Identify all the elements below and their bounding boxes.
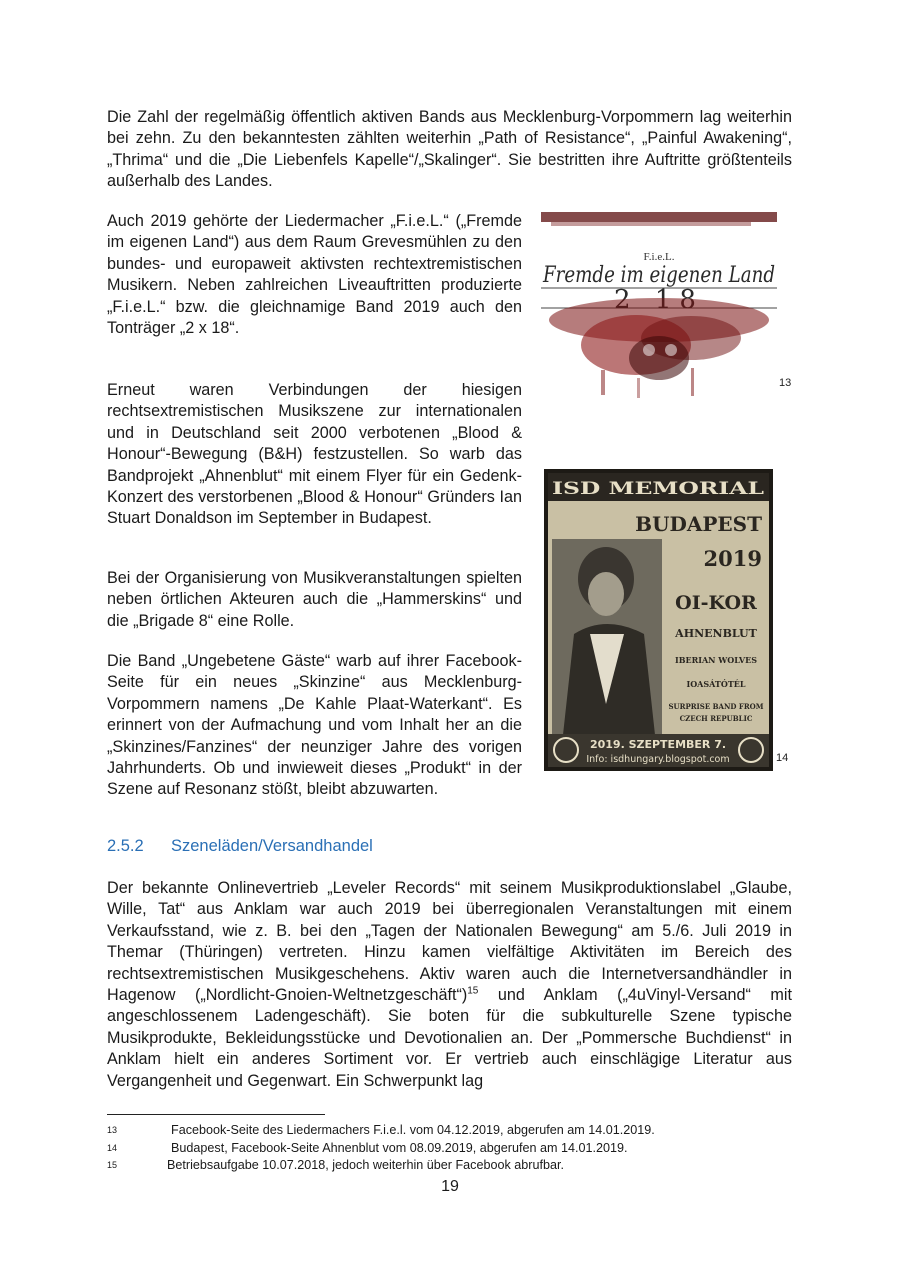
isd-line-1: OI-KOR xyxy=(675,592,757,614)
footnote-14-mark: 14 xyxy=(107,1143,118,1153)
isd-year-text: 2019 xyxy=(703,546,762,571)
footnote-13 xyxy=(107,1122,655,1138)
isd-line-2: AHNENBLUT xyxy=(675,627,757,640)
fiel-title-text: Fremde im eigenen Land xyxy=(542,263,775,288)
isd-flyer-art xyxy=(544,469,773,771)
fiel-album-art xyxy=(541,210,777,400)
isd-line-3: IBERIAN WOLVES xyxy=(674,655,758,665)
paragraph-versandhandel-part1: Der bekannte Onlinevertrieb „Leveler Records“ mit seinem Musikproduktionslabel „Glaube, Wille, Tat“ aus Anklam war auch 2019 bei überregionalen Veranstaltungen mit einem Verkaufsstand, wie z. B. bei den „Tagen der Nationalen Bewegung“ am 5./6. Juli 2019 in Themar (Thüringen) vertreten. Hinzu kamen vielfältige Aktivitäten im Bereich des rechtsextremistischen Musikgeschehens. Aktiv waren auch die Internetversandhändler in Hagenow („Nordlicht-Gnoien-Weltnetzgeschäft“) xyxy=(107,879,792,1005)
figure-14-caption: 14 xyxy=(776,752,789,764)
isd-line-6: CZECH REPUBLIC xyxy=(679,714,753,723)
isd-info-text: Info: isdhungary.blogspot.com xyxy=(586,754,730,765)
isd-memorial-flyer xyxy=(544,469,773,771)
fiel-album-image xyxy=(541,210,777,400)
isd-title2-text: BUDAPEST xyxy=(635,512,762,536)
footnote-separator xyxy=(107,1114,325,1115)
footnote-14 xyxy=(107,1140,628,1156)
isd-date-text: 2019. SZEPTEMBER 7. xyxy=(589,738,727,751)
footnote-15 xyxy=(107,1157,564,1173)
footnote-15-mark: 15 xyxy=(107,1160,118,1170)
section-number: 2.5.2 xyxy=(107,837,144,855)
fiel-artist-text: F.i.e.L. xyxy=(643,251,675,263)
paragraph-versandhandel xyxy=(107,878,792,1092)
isd-line-4: IOASÁTÓTÉL xyxy=(686,679,746,689)
footnote-13-text: Facebook-Seite des Liedermachers F.i.e.l. vom 04.12.2019, abgerufen am 14.01.2019. xyxy=(171,1123,655,1137)
figure-13-caption: 13 xyxy=(779,377,792,389)
paragraph-blood-honour: Erneut waren Verbindungen der hiesigen rechtsextremistischen Musikszene zur internationalen und in Deutschland seit 2000 verbotenen „Blood & Honour“-Bewegung (B&H) festzustellen. So warb das Bandprojekt „Ahnenblut“ mit einem Flyer für ein Gedenk-Konzert des verstorbenen „Blood & Honour“ Gründers Ian Stuart Donaldson im September in Budapest. xyxy=(107,381,522,528)
paragraph-organisation: Bei der Organisierung von Musikveranstaltungen spielten neben örtlichen Akteuren auch die „Hammerskins“ und die „Brigade 8“ eine Rolle. xyxy=(107,569,522,630)
isd-title1-text: ISD MEMORIAL xyxy=(552,479,765,499)
footnote-13-mark: 13 xyxy=(107,1125,118,1135)
isd-line-5: SURPRISE BAND FROM xyxy=(668,702,764,711)
paragraph-versandhandel-part2: und Anklam („4uVinyl-Versand“ mit angeschlossenem Ladengeschäft). Sie boten für die subkulturelle Szene typische Musikprodukte, Bekleidungsstücke und Devotionalien an. Der „Pommersche Buchdienst“ in Anklam hielt ein anderes Sortiment vor. Er vertrieb auch einschlägige Literatur aus Vergangenheit und Gegenwart. Ein Schwerpunkt lag xyxy=(107,986,792,1090)
page-number: 19 xyxy=(441,1178,459,1195)
paragraph-skinzine: Die Band „Ungebetene Gäste“ warb auf ihrer Facebook-Seite für ein neues „Skinzine“ aus Mecklenburg-Vorpommern namens „De Kahle Plaat-Waterkant“. Es erinnert von der Aufmachung und vom Inhalt her an die „Skinzines/Fanzines“ der neunziger Jahre des vorigen Jahrhunderts. Ob und inwieweit dieses „Produkt“ in der Szene auf Resonanz stößt, bleibt abzuwarten. xyxy=(107,652,522,799)
section-title: Szeneläden/Versandhandel xyxy=(171,837,373,855)
section-heading xyxy=(107,837,373,856)
paragraph-fiel: Auch 2019 gehörte der Liedermacher „F.i.e.L.“ („Fremde im eigenen Land“) aus dem Raum Grevesmühlen zu den bundes- und europaweit aktivsten rechtextremistischen Musikern. Neben zahlreichen Liveauftritten produzierte „F.i.e.L.“ bzw. die gleichnamige Band 2019 auch den Tonträger „2 x 18“. xyxy=(107,212,522,338)
paragraph-bands: Die Zahl der regelmäßig öffentlich aktiven Bands aus Mecklenburg-Vorpommern lag weiterhin bei zehn. Zu den bekanntesten zählten weiterhin „Path of Resistance“, „Painful Awakening“, „Thrima“ und die „Die Liebenfels Kapelle“/„Skalinger“. Sie bestritten ihre Auftritte größtenteils außerhalb des Landes. xyxy=(107,108,792,191)
footnote-14-text: Budapest, Facebook-Seite Ahnenblut vom 08.09.2019, abgerufen am 14.01.2019. xyxy=(171,1141,628,1155)
footnote-15-text: Betriebsaufgabe 10.07.2018, jedoch weiterhin über Facebook abrufbar. xyxy=(167,1158,564,1172)
footnote-ref-15: 15 xyxy=(467,985,479,997)
